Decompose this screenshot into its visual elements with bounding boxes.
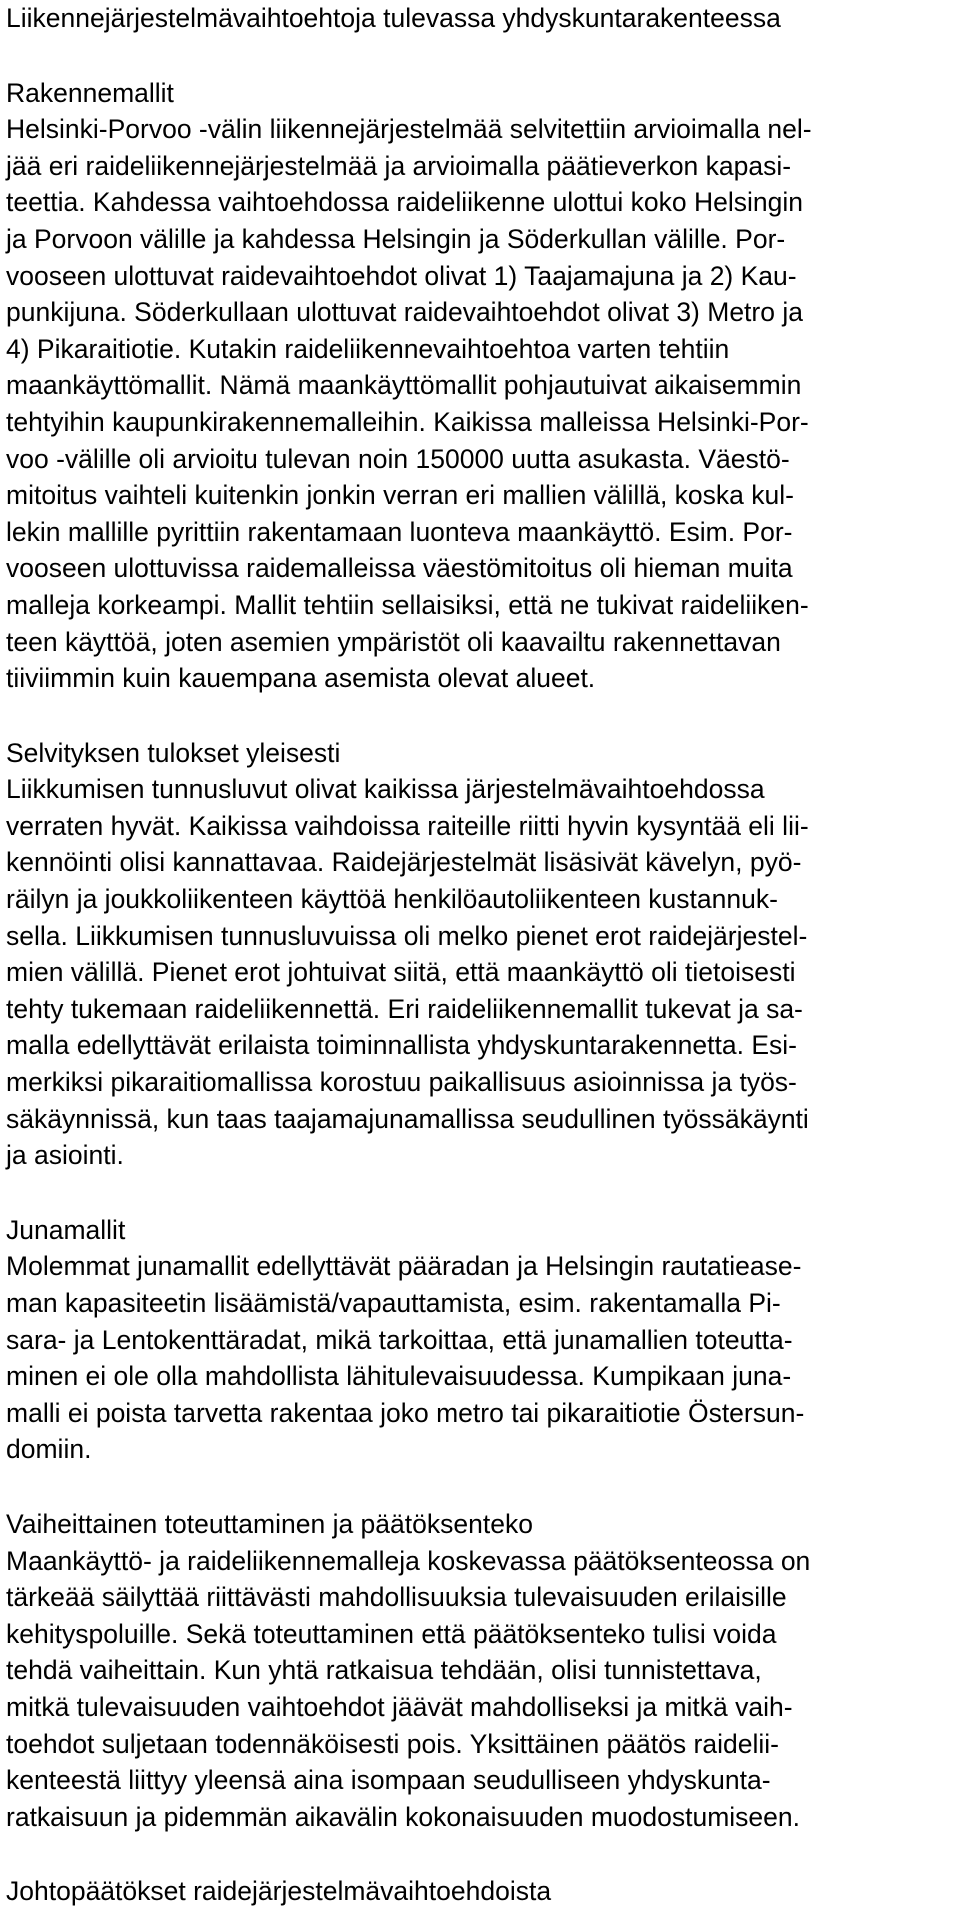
section-heading: Vaiheittainen toteuttaminen ja päätöksenteko (6, 1508, 533, 1539)
paragraph-line: man kapasiteetin lisäämistä/vapauttamista, esim. rakentamalla Pi- (6, 1288, 781, 1318)
paragraph-line: jää eri raideliikennejärjestelmää ja arvioimalla päätieverkon kapasi- (6, 150, 792, 181)
section-heading: Rakennemallit (6, 77, 174, 108)
paragraph-line: mitoitus vaihteli kuitenkin jonkin verran eri mallien välillä, koska kul- (6, 480, 794, 511)
paragraph-line: mien välillä. Pienet erot johtuivat siitä, että maankäyttö oli tietoisesti (6, 957, 796, 988)
paragraph-line: räilyn ja joukkoliikenteen käyttöä henkilöautoliikenteen kustannuk- (6, 884, 778, 915)
paragraph-line: säkäynnissä, kun taas taajamajunamallissa seudullinen työssäkäynti (6, 1103, 809, 1134)
paragraph-line: verraten hyvät. Kaikissa vaihdoissa raiteille riitti hyvin kysyntää eli lii- (6, 810, 809, 841)
section-selvityksen-tulokset (6, 735, 956, 1174)
paragraph-line: teen käyttöä, joten asemien ympäristöt oli kaavailtu rakennettavan (6, 626, 781, 657)
section-heading: Selvityksen tulokset yleisesti (6, 737, 341, 768)
paragraph-line: ja asiointi. (6, 1140, 124, 1171)
paragraph-line: 4) Pikaraitiotie. Kutakin raideliikennevaihtoehtoa varten tehtiin (6, 333, 730, 364)
section-heading: Johtopäätökset raidejärjestelmävaihtoehdoista (6, 1876, 552, 1907)
paragraph-line: voo -välille oli arvioitu tulevan noin 150000 uutta asukasta. Väestö- (6, 443, 790, 474)
section-vaiheittainen-toteuttaminen (6, 1506, 956, 1835)
paragraph-line: tiiviimmin kuin kauempana asemista olevat alueet. (6, 663, 596, 694)
section-junamallit (6, 1212, 956, 1468)
paragraph-line: sara- ja Lentokenttäradat, mikä tarkoittaa, että junamallien toteutta- (6, 1324, 793, 1355)
spacer (6, 37, 956, 75)
paragraph-line: domiin. (6, 1434, 92, 1465)
paragraph-line: malla edellyttävät erilaista toiminnallista yhdyskuntarakennetta. Esi- (6, 1030, 797, 1061)
paragraph-line: kehityspoluille. Sekä toteuttaminen että päätöksenteko tulisi voida (6, 1618, 777, 1649)
paragraph-line: mitkä tulevaisuuden vaihtoehdot jäävät mahdolliseksi ja mitkä vaih- (6, 1691, 793, 1722)
paragraph-line: ja Porvoon välille ja kahdessa Helsingin ja Söderkullan välille. Por- (6, 223, 786, 254)
paragraph-line: kennöinti olisi kannattavaa. Raidejärjestelmät lisäsivät kävelyn, pyö- (6, 847, 802, 878)
paragraph-line: maankäyttömallit. Nämä maankäyttömallit pohjautuivat aikaisemmin (6, 370, 802, 401)
paragraph-line: teettia. Kahdessa vaihtoehdossa raideliikenne ulottui koko Helsingin (6, 187, 803, 218)
paragraph-line: Liikkumisen tunnusluvut olivat kaikissa järjestelmävaihtoehdossa (6, 774, 765, 805)
paragraph-line: Molemmat junamallit edellyttävät pääradan ja Helsingin rautatiease- (6, 1251, 802, 1282)
paragraph-line: toehdot suljetaan todennäköisesti pois. Yksittäinen päätös raidelii- (6, 1728, 779, 1759)
paragraph-line: tehtyihin kaupunkirakennemalleihin. Kaikissa malleissa Helsinki-Por- (6, 406, 809, 437)
document-page (6, 0, 956, 1910)
paragraph-line: Helsinki-Porvoo -välin liikennejärjestelmää selvitettiin arvioimalla nel- (6, 114, 812, 145)
paragraph-line: ratkaisuun ja pidemmän aikavälin kokonaisuuden muodostumiseen. (6, 1801, 800, 1832)
paragraph-line: tehdä vaiheittain. Kun yhtä ratkaisua tehdään, olisi tunnistettava, (6, 1655, 762, 1686)
spacer (6, 1835, 956, 1873)
section-johtopaatokset (6, 1873, 956, 1910)
paragraph-line: Maankäyttö- ja raideliikennemalleja koskevassa päätöksenteossa on (6, 1545, 811, 1576)
paragraph-line: minen ei ole olla mahdollista lähitulevaisuudessa. Kumpikaan juna- (6, 1361, 792, 1392)
paragraph-line: malli ei poista tarvetta rakentaa joko metro tai pikaraitiotie Östersun- (6, 1397, 805, 1428)
spacer (6, 697, 956, 735)
paragraph-line: malleja korkeampi. Mallit tehtiin sellaisiksi, että ne tukivat raideliiken- (6, 589, 809, 620)
paragraph-line: merkiksi pikaraitiomallissa korostuu paikallisuus asioinnissa ja työs- (6, 1067, 797, 1098)
spacer (6, 1468, 956, 1506)
paragraph-line: punkijuna. Söderkullaan ulottuvat raidevaihtoehdot olivat 3) Metro ja (6, 297, 803, 328)
paragraph-line: kenteestä liittyy yleensä aina isompaan seudulliseen yhdyskunta- (6, 1765, 771, 1796)
paragraph-line: vooseen ulottuvissa raidemalleissa väestömitoitus oli hieman muita (6, 553, 793, 584)
section-rakennemallit (6, 75, 956, 697)
paragraph-line: vooseen ulottuvat raidevaihtoehdot olivat 1) Taajamajuna ja 2) Kau- (6, 260, 797, 291)
paragraph-line: tärkeää säilyttää riittävästi mahdollisuuksia tulevaisuuden erilaisille (6, 1582, 787, 1613)
spacer (6, 1174, 956, 1212)
paragraph-line: lekin mallille pyrittiin rakentamaan luonteva maankäyttö. Esim. Por- (6, 516, 793, 547)
document-title: Liikennejärjestelmävaihtoehtoja tulevassa yhdyskuntarakenteessa (6, 3, 781, 33)
paragraph-line: sella. Liikkumisen tunnusluvuissa oli melko pienet erot raidejärjestel- (6, 920, 808, 951)
paragraph-line: tehty tukemaan raideliikennettä. Eri raideliikennemallit tukevat ja sa- (6, 993, 803, 1024)
section-heading: Junamallit (6, 1214, 126, 1245)
